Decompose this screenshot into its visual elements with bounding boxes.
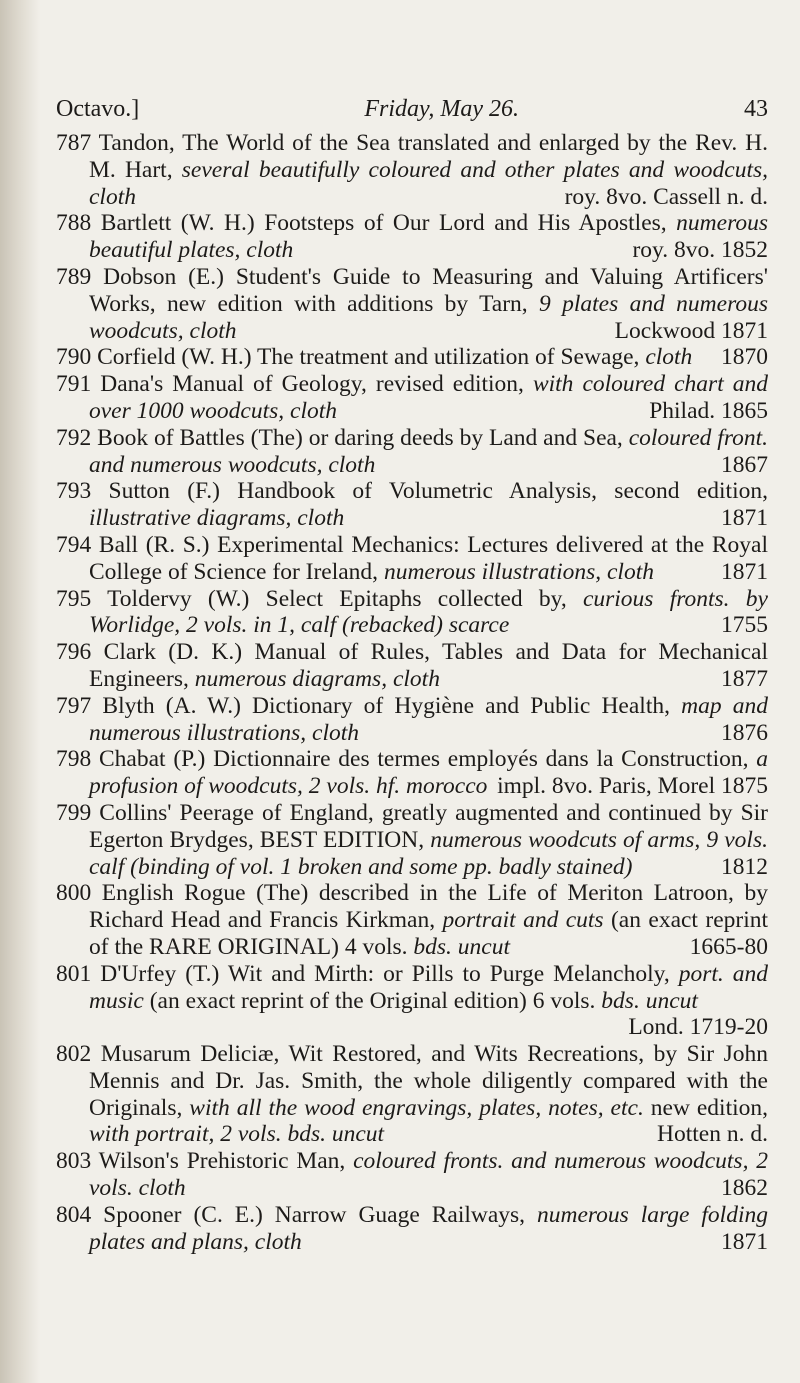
page-header bbox=[56, 96, 768, 130]
page-edge-shadow bbox=[0, 0, 40, 1383]
lot-description: (an exact reprint of the Original edition) 6 vols. bbox=[143, 987, 602, 1014]
lot-imprint: 1755 bbox=[721, 612, 768, 639]
lot-description: 790 Corfield (W. H.) The treatment and utilization of Sewage, bbox=[56, 344, 646, 371]
lot-entry bbox=[56, 130, 768, 210]
lot-description-italic: numerous diagrams, cloth bbox=[194, 665, 440, 692]
lot-description-italic: numerous illustrations, cloth bbox=[383, 558, 654, 585]
lot-description: 791 Dana's Manual of Geology, revised edition, bbox=[56, 371, 533, 398]
lot-description-italic: bds. uncut bbox=[413, 933, 511, 960]
lot-description: 800 English Rogue (The) described in the Life of Meriton Latroon, by Richard Head and Francis Kirkman, bbox=[56, 880, 768, 934]
lot-description: 787 Tandon, The World of the Sea translated and enlarged by the Rev. H. M. Hart, bbox=[56, 130, 768, 183]
lot-description: 803 Wilson's Prehistoric Man, bbox=[56, 1148, 354, 1175]
lot-entry bbox=[56, 264, 768, 344]
lot-entry bbox=[56, 210, 768, 264]
lot-description: 788 Bartlett (W. H.) Footsteps of Our Lord and His Apostles, bbox=[56, 210, 677, 237]
header-left: Octavo.] bbox=[56, 96, 140, 122]
lot-imprint: 1867 bbox=[721, 451, 768, 478]
lot-description: 798 Chabat (P.) Dictionnaire des termes employés dans la Construction, bbox=[56, 746, 757, 773]
lot-description-italic: with all the wood engravings, plates, notes, etc. bbox=[189, 1094, 644, 1121]
catalogue-page bbox=[56, 96, 768, 1255]
lot-description-italic: cloth bbox=[645, 344, 693, 371]
lot-description: 789 Dobson (E.) Student's Guide to Measuring and Valuing Artificers' Works, new edition with additions by Tarn, bbox=[56, 263, 768, 317]
lot-description-italic: curious fronts. by Worlidge, 2 vols. in 1, calf (rebacked) scarce bbox=[89, 585, 768, 639]
lot-imprint: 1870 bbox=[721, 344, 768, 371]
lot-description: 802 Musarum Deliciæ, Wit Restored, and Wits Recreations, by Sir John Mennis and Dr. Jas. Smith, the whole diligently compared with the Originals, bbox=[56, 1041, 768, 1121]
lot-imprint: 1665-80 bbox=[689, 933, 768, 960]
lot-imprint: Philad. 1865 bbox=[649, 397, 768, 424]
lot-imprint: 1876 bbox=[721, 719, 768, 746]
lot-entry bbox=[56, 880, 768, 960]
lot-entry bbox=[56, 746, 768, 800]
lot-description: (an exact reprint of the RARE ORIGINAL) 4 vols. bbox=[89, 907, 769, 960]
lot-entry bbox=[56, 586, 768, 640]
lot-imprint: roy. 8vo. 1852 bbox=[632, 237, 768, 264]
lot-description-italic: numerous large folding plates and plans, cloth bbox=[89, 1201, 768, 1255]
lot-description-italic: with coloured chart and over 1000 woodcuts, cloth bbox=[89, 371, 768, 424]
lot-description-italic: coloured fronts. and numerous woodcuts, 2 vols. cloth bbox=[89, 1148, 768, 1202]
lot-description: 793 Sutton (F.) Handbook of Volumetric Analysis, second edition, bbox=[56, 478, 768, 505]
lot-description: 804 Spooner (C. E.) Narrow Guage Railways, bbox=[56, 1201, 537, 1228]
lot-description-italic: numerous woodcuts of arms, 9 vols. calf (binding of vol. 1 broken and some pp. badly stained) bbox=[89, 826, 768, 880]
lot-imprint: 1877 bbox=[721, 665, 768, 692]
lot-description-italic: 9 plates and numerous woodcuts, cloth bbox=[89, 290, 768, 344]
lot-imprint: impl. 8vo. Paris, Morel 1875 bbox=[497, 773, 768, 800]
lot-description-italic: a profusion of woodcuts, 2 vols. hf. morocco bbox=[89, 746, 768, 800]
lot-description-italic: map and numerous illustrations, cloth bbox=[89, 692, 768, 746]
lot-description: 794 Ball (R. S.) Experimental Mechanics: Lectures delivered at the Royal College of Science for Ireland, bbox=[56, 531, 768, 585]
lot-imprint: 1862 bbox=[721, 1175, 768, 1202]
lot-description-italic: bds. uncut bbox=[601, 987, 698, 1014]
lot-entry bbox=[56, 371, 768, 425]
lot-entry bbox=[56, 961, 768, 1041]
lot-entry bbox=[56, 800, 768, 880]
lot-description: new edition, bbox=[643, 1094, 768, 1121]
lot-description-italic: port. and music bbox=[89, 960, 768, 1014]
lot-description: 797 Blyth (A. W.) Dictionary of Hygiène and Public Health, bbox=[56, 692, 682, 719]
lot-entry bbox=[56, 425, 768, 479]
lot-description: 792 Book of Battles (The) or daring deeds by Land and Sea, bbox=[56, 424, 629, 451]
lot-description-italic: coloured front. and numerous woodcuts, cloth bbox=[89, 424, 768, 478]
lot-imprint: 1871 bbox=[721, 558, 768, 585]
lot-description: 795 Toldervy (W.) Select Epitaphs collected by, bbox=[56, 585, 583, 612]
lot-imprint: roy. 8vo. Cassell n. d. bbox=[564, 183, 768, 210]
lot-imprint: Hotten n. d. bbox=[657, 1121, 768, 1148]
lot-description: 796 Clark (D. K.) Manual of Rules, Tables and Data for Mechanical Engineers, bbox=[56, 639, 768, 692]
lot-imprint: 1871 bbox=[721, 505, 768, 532]
lot-description-italic: several beautifully coloured and other plates and woodcuts, cloth bbox=[89, 156, 768, 210]
header-date: Friday, May 26. bbox=[364, 96, 519, 122]
lot-entry bbox=[56, 478, 768, 532]
lot-description: 799 Collins' Peerage of England, greatly augmented and continued by Sir Egerton Brydges, BEST EDITION, bbox=[56, 799, 768, 853]
lot-description-italic: portrait and cuts bbox=[442, 907, 604, 934]
lot-list bbox=[56, 130, 768, 1255]
lot-entry bbox=[56, 532, 768, 586]
lot-imprint: Lockwood 1871 bbox=[614, 317, 768, 344]
page-number: 43 bbox=[744, 96, 768, 122]
lot-imprint: 1871 bbox=[721, 1228, 768, 1255]
lot-entry bbox=[56, 639, 768, 693]
lot-description-italic: numerous beautiful plates, cloth bbox=[89, 210, 768, 264]
lot-description-italic: illustrative diagrams, cloth bbox=[89, 505, 345, 532]
lot-description-italic: with portrait, 2 vols. bds. uncut bbox=[89, 1121, 385, 1148]
lot-imprint: 1812 bbox=[721, 853, 768, 880]
lot-description: 801 D'Urfey (T.) Wit and Mirth: or Pills to Purge Melancholy, bbox=[56, 960, 679, 987]
lot-entry bbox=[56, 693, 768, 747]
lot-entry bbox=[56, 1041, 768, 1148]
lot-entry bbox=[56, 1148, 768, 1202]
lot-imprint: Lond. 1719-20 bbox=[628, 1014, 768, 1041]
lot-entry bbox=[56, 1202, 768, 1256]
lot-entry bbox=[56, 344, 768, 371]
